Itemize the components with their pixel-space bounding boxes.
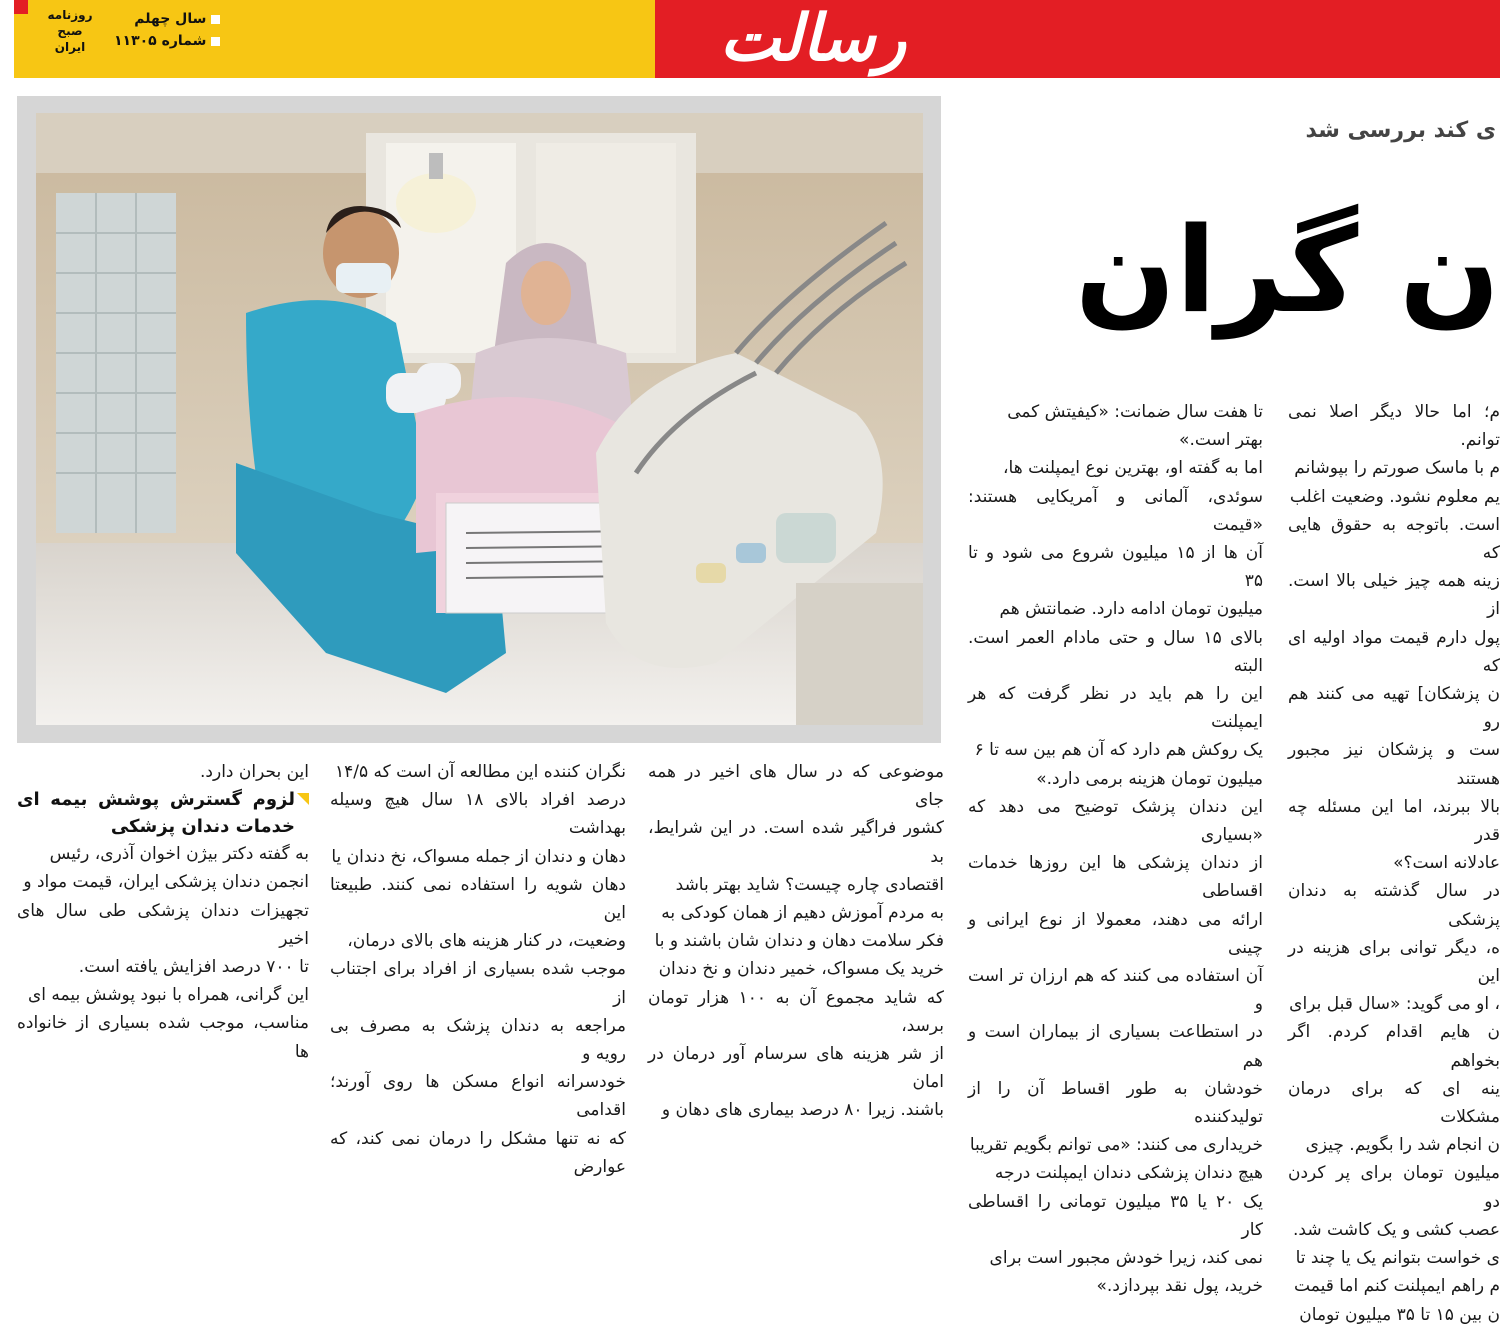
text-line: تا هفت سال ضمانت: «کیفیتش کمی bbox=[1007, 402, 1263, 422]
text-line: فکر سلامت دهان و دندان شان باشند و با bbox=[654, 931, 944, 952]
issue-line bbox=[114, 30, 220, 52]
text-line: یک ۲۰ یا ۳۵ میلیون تومانی را اقساطی کار bbox=[968, 1191, 1263, 1240]
text-line: تا ۷۰۰ درصد افزایش یافته است. bbox=[78, 957, 309, 978]
text-line: مراجعه به دندان پزشک به مصرف بی رویه و bbox=[330, 1015, 626, 1065]
text-line: دهان شویه را استفاده نمی کنند. طبیعتا این bbox=[330, 874, 626, 924]
text-line: خرید، پول نقد بپردازد.» bbox=[1096, 1276, 1263, 1297]
text-line: درصد افراد بالای ۱۸ سال هیچ وسیله بهداشت bbox=[330, 790, 626, 839]
text-line: عادلانه است؟» bbox=[1393, 853, 1500, 874]
text-line: در استطاعت بسیاری از بیماران است و هم bbox=[968, 1022, 1263, 1071]
text-line: ی خواست بتوانم یک یا چند تا bbox=[1295, 1248, 1500, 1269]
text-line: بالا ببرند، اما این مسئله چه قدر bbox=[1288, 796, 1500, 846]
text-line: ارائه می دهند، معمولا از نوع ایرانی و چینی bbox=[968, 909, 1263, 958]
triangle-marker-icon bbox=[297, 793, 309, 805]
publication-info bbox=[114, 8, 220, 52]
article-headline: ن گران bbox=[1075, 201, 1500, 339]
text-line: به مردم آموزش دهیم از همان کودکی به bbox=[661, 903, 944, 924]
text-line: ه، دیگر توانی برای هزینه در این bbox=[1288, 937, 1500, 987]
newspaper-logo: رسالت bbox=[719, 1, 907, 76]
masthead-yellow-band bbox=[14, 0, 655, 78]
article-column-5 bbox=[17, 758, 309, 1062]
text-line: خودسرانه انواع مسکن ها روی آورند؛ اقدامی bbox=[330, 1072, 626, 1121]
bullet-square-icon bbox=[211, 15, 220, 24]
article-column-4 bbox=[330, 758, 626, 1177]
text-line: اما به گفته او، بهترین نوع ایمپلنت ها، bbox=[1003, 458, 1263, 479]
article-column-3 bbox=[648, 758, 944, 1121]
text-line: انجمن دندان پزشکی ایران، قیمت مواد و bbox=[23, 872, 309, 893]
text-line: ن انجام شد را بگویم. چیزی bbox=[1305, 1135, 1500, 1156]
paper-name-line3: ایران bbox=[54, 40, 86, 54]
text-line: موجب شده بسیاری از افراد برای اجتناب از bbox=[330, 959, 626, 1008]
text-line: این گرانی، همراه با نبود پوشش بیمه ای bbox=[28, 985, 309, 1006]
text-line: به گفته دکتر بیژن اخوان آذری، رئیس bbox=[49, 844, 309, 865]
text-line: م راهم ایمپلنت کنم اما قیمت bbox=[1294, 1276, 1500, 1297]
text-line: ست و پزشکان نیز مجبور هستند bbox=[1288, 740, 1500, 789]
text-line: ن هایم اقدام کردم. اگر بخواهم bbox=[1288, 1022, 1500, 1071]
text-line: یم معلوم نشود. وضعیت اغلب bbox=[1289, 486, 1500, 507]
text-line: خودشان به طور اقساط آن را از تولیدکننده bbox=[968, 1078, 1263, 1128]
text-line: وضعیت، در کنار هزینه های بالای درمان، bbox=[347, 931, 626, 952]
text-line: ینه ای که برای درمان مشکلات bbox=[1288, 1078, 1500, 1128]
text-line: نمی کند، زیرا خودش مجبور است برای bbox=[989, 1248, 1263, 1269]
text-line: ، او می گوید: «سال قبل برای bbox=[1289, 994, 1500, 1015]
text-line: م؛ اما حالا دیگر اصلا نمی توانم. bbox=[1288, 402, 1500, 451]
text-line: هیچ دندان پزشکی دندان ایمپلنت درجه bbox=[994, 1163, 1263, 1184]
text-line: میلیون تومان ادامه دارد. ضمانتش هم bbox=[999, 599, 1263, 620]
text-line: میلیون تومان برای پر کردن دو bbox=[1288, 1163, 1500, 1212]
text-line: بالای ۱۵ سال و حتی مادام العمر است. البته bbox=[968, 627, 1263, 676]
text-line: خرید یک مسواک، خمیر دندان و نخ دندان bbox=[658, 959, 944, 980]
text-line: پول دارم قیمت مواد اولیه ای که bbox=[1288, 627, 1500, 676]
paper-name-block bbox=[38, 7, 102, 55]
text-line: که شاید مجموع آن به ۱۰۰ هزار تومان برسد، bbox=[648, 987, 944, 1036]
text-line: از دندان پزشکی ها این روزها خدمات اقساطی bbox=[968, 853, 1263, 902]
text-line: این بحران دارد. bbox=[200, 762, 309, 782]
text-line: خریداری می کنند: «می توانم بگویم تقریبا bbox=[969, 1135, 1263, 1156]
text-line: کشور فراگیر شده است. در این شرایط، بد bbox=[648, 818, 944, 867]
text-line: در سال گذشته به دندان پزشکی bbox=[1288, 881, 1500, 930]
text-line: نگران کننده این مطالعه آن است که ۱۴/۵ bbox=[334, 762, 626, 782]
text-line: آن استفاده می کنند که هم ارزان تر است و bbox=[968, 966, 1263, 1015]
year-line bbox=[114, 8, 220, 30]
text-line: این را هم باید در نظر گرفت که هر ایمپلنت bbox=[968, 684, 1263, 733]
text-line: مناسب، موجب شده بسیاری از خانواده ها bbox=[17, 1013, 309, 1062]
text-line: عصب کشی و یک کاشت شد. bbox=[1293, 1219, 1500, 1240]
text-line: تجهیزات دندان پزشکی طی سال های اخیر bbox=[17, 900, 309, 949]
dental-clinic-photo bbox=[36, 113, 923, 725]
article-column-2 bbox=[968, 398, 1263, 1297]
text-line: بهتر است.» bbox=[1179, 430, 1263, 451]
text-line: یک روکش هم دارد که آن هم بین سه تا ۶ bbox=[974, 740, 1263, 761]
text-line: دهان و دندان از جمله مسواک، نخ دندان یا bbox=[331, 846, 626, 867]
text-line: باشند. زیرا ۸۰ درصد بیماری های دهان و bbox=[661, 1100, 944, 1121]
issue-label: شماره ۱۱۳۰۵ bbox=[114, 33, 207, 49]
masthead-corner-mark bbox=[14, 0, 28, 14]
text-line: زینه همه چیز خیلی بالا است. از bbox=[1288, 571, 1500, 620]
text-line: ن بین ۱۵ تا ۳۵ میلیون تومان bbox=[1299, 1304, 1500, 1325]
dental-clinic-illustration bbox=[36, 113, 923, 725]
article-column-1 bbox=[1288, 398, 1500, 1325]
year-label: سال چهلم bbox=[134, 11, 207, 27]
text-line: که نه تنها مشکل را درمان نمی کند، که عوارض bbox=[330, 1128, 626, 1177]
text-line: این دندان پزشک توضیح می دهد که «بسیاری bbox=[968, 796, 1263, 846]
text-line: است. باتوجه به حقوق هایی که bbox=[1288, 514, 1500, 564]
paper-name-line1: روزنامه bbox=[47, 8, 93, 22]
text-line: سوئدی، آلمانی و آمریکایی هستند: «قیمت bbox=[968, 486, 1263, 535]
section-subhead bbox=[17, 786, 309, 840]
text-line: اقتصادی چاره چیست؟ شاید بهتر باشد bbox=[675, 874, 944, 895]
paper-name-line2: صبح bbox=[57, 24, 83, 38]
bullet-square-icon bbox=[211, 37, 220, 46]
text-line: م با ماسک صورتم را بپوشانم bbox=[1294, 458, 1500, 479]
text-line: آن ها از ۱۵ میلیون شروع می شود و تا ۳۵ bbox=[968, 543, 1263, 592]
article-kicker: ی کند بررسی شد bbox=[1305, 118, 1496, 143]
text-line: از شر هزینه های سرسام آور درمان در امان bbox=[648, 1044, 944, 1093]
text-line: ن پزشکان] تهیه می کنند هم رو bbox=[1288, 684, 1500, 733]
subhead-text: لزوم گسترش پوشش بیمه ای خدمات دندان پزشکی bbox=[17, 789, 295, 838]
text-line: میلیون تومان هزینه برمی دارد.» bbox=[1036, 768, 1263, 789]
text-line: موضوعی که در سال های اخیر در همه جای bbox=[648, 762, 944, 811]
